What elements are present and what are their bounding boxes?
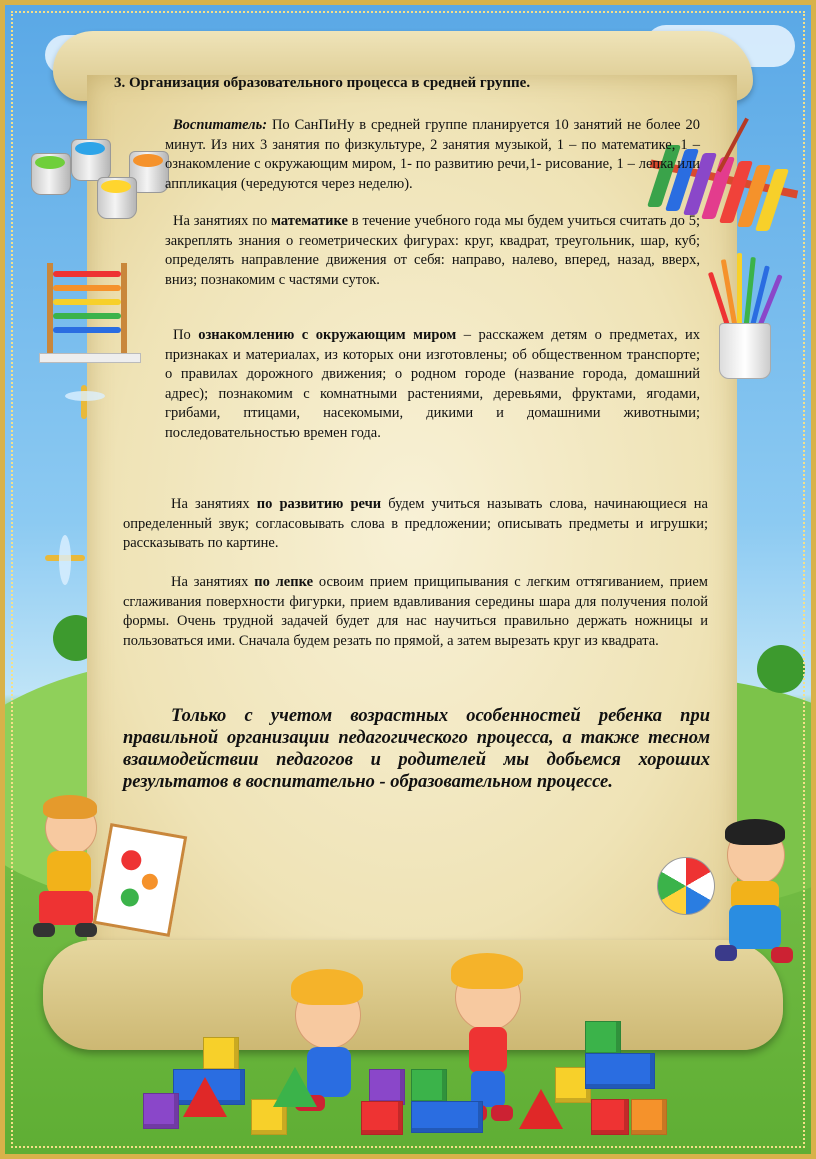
closing-statement: Только с учетом возрастных особенностей ребенка при правильной организации педагогического процесса, а также тесном взаимодействии педагогов и родителей мы добьемся хороших результатов в воспитательно - образовательном процессе.: [123, 706, 710, 792]
paragraph-text: По СанПиНу в средней группе планируется 10 занятий не более 20 минут. Из них 3 занятия по физкультуре, 2 занятия музыкой, 1 – по математике, 1 – ознакомление с окружающим миром, 1- по развитию речи,1- рисование, 1 – лепка или аппликация (чередуются через неделю).: [165, 117, 700, 192]
paragraph-speech: [123, 495, 708, 554]
paragraph-world: [165, 326, 700, 443]
role-label: Воспитатель:: [173, 117, 268, 133]
subject-name: по лепке: [254, 574, 314, 590]
subject-name: по развитию речи: [256, 496, 382, 512]
paragraph-schedule: [165, 116, 700, 194]
paragraph-text: На занятиях по: [173, 213, 272, 229]
subject-name: ознакомлению с окружающим миром: [198, 327, 457, 343]
paragraph-math: [165, 212, 700, 290]
section-heading: 3. Организация образовательного процесса в средней группе.: [114, 75, 531, 91]
paragraph-text: На занятиях: [171, 574, 255, 590]
paragraph-text: По: [173, 327, 199, 343]
paragraph-text: в течение учебного года мы будем учиться считать до 5; закреплять знания о геометрических фигурах: круг, квадрат, треугольник, шар, куб; определять направление движения от себя: направо, налево, вперед, назад, вверх, вниз; познакомим с частями суток.: [165, 213, 700, 288]
paragraph-text: На занятиях: [171, 496, 257, 512]
paragraph-text: освоим прием прищипывания с легким оттягиванием, прием сглаживания поверхности фигурки, прием вдавливания середины шара для получения полой формы. Очень трудной задачей будет для нас научиться правильно держать ножницы и пользоваться ими. Сначала будем резать по прямой, а затем вырезать круг из квадрата.: [123, 574, 708, 649]
paragraph-text: будем учиться называть слова, начинающиеся на определенный звук; согласовывать слова в предложении; описывать предметы и игрушки; рассказывать по картине.: [123, 496, 708, 551]
document-content: [5, 5, 816, 1159]
subject-name: математике: [271, 213, 348, 229]
paragraph-modeling: [123, 573, 708, 651]
paragraph-text: – расскажем детям о предметах, их признаках и материалах, из которых они изготовлены; об общественном транспорте; о правилах дорожного движения; о родном городе (название города, домашний адрес); познакомим с комнатными растениями, деревьями, фруктами, ягодами, грибами, птицами, насекомыми, дикими и домашними животными; последовательностью времен года.: [165, 327, 700, 441]
